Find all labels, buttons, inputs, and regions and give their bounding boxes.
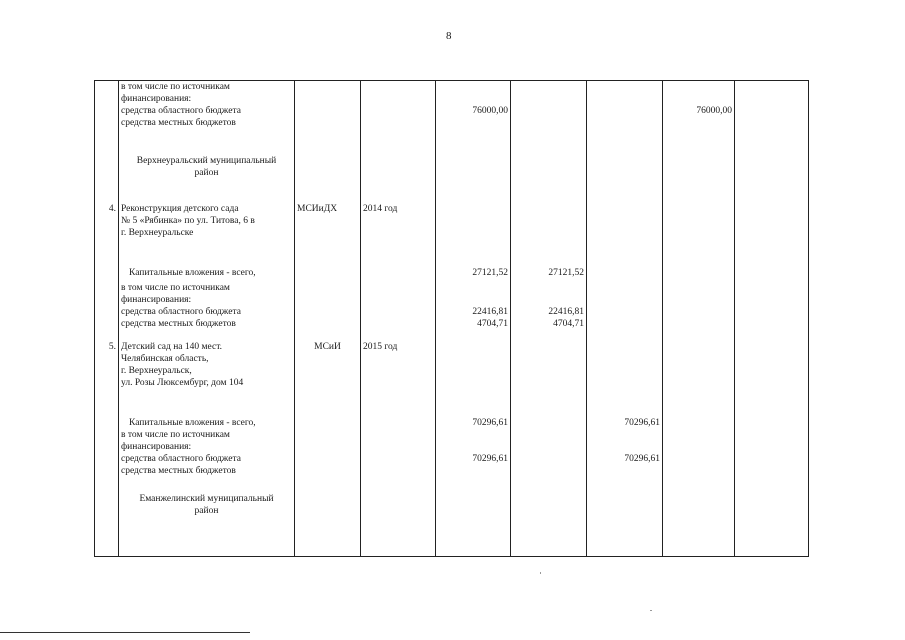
row-number: 4.	[108, 203, 116, 214]
footer-rule	[0, 632, 250, 633]
row-number-cell	[95, 81, 119, 147]
object-name-line: Реконструкция детского сада	[121, 203, 239, 214]
organization-cell	[295, 199, 361, 257]
object-name-cell	[119, 407, 295, 483]
year-2015-all-value: 70296,61	[624, 417, 660, 428]
object-name-line: средства областного бюджета	[121, 306, 241, 317]
year-2014-cell	[511, 81, 587, 147]
district-heading-line: Верхнеуральский муниципальный	[136, 155, 277, 166]
organization-value: МСиИ	[314, 341, 341, 352]
organization-cell	[295, 335, 361, 407]
total-cell	[436, 257, 511, 335]
object-name-line: Капитальные вложения - всего,	[129, 417, 256, 428]
table-row	[95, 199, 809, 257]
table-row	[95, 483, 809, 557]
row-number-cell	[95, 257, 119, 335]
year-2014-regional-value: 22416,81	[548, 306, 584, 317]
object-name-line: Детский сад на 140 мест.	[121, 341, 223, 352]
object-name-line: в том числе по источникам	[121, 429, 230, 440]
object-name-line: средства областного бюджета	[121, 453, 241, 464]
object-name-cell	[119, 257, 295, 335]
object-name-line: средства местных бюджетов	[121, 465, 236, 476]
table-row	[95, 257, 809, 335]
object-name-line: в том числе по источникам	[121, 282, 230, 293]
budget-table-sheet	[94, 80, 808, 556]
district-heading-cell	[119, 483, 295, 557]
object-name-cell	[119, 81, 295, 147]
budget-table	[94, 80, 809, 557]
year-2014-all-value: 27121,52	[548, 267, 584, 278]
year-2014-local-value: 4704,71	[553, 318, 584, 329]
year-value: 2014 год	[363, 203, 398, 214]
organization-value: МСИиДХ	[297, 203, 338, 214]
row-number-cell	[95, 483, 119, 557]
total-local-value: 4704,71	[477, 318, 508, 329]
object-name-cell	[119, 199, 295, 257]
organization-cell	[295, 81, 361, 147]
object-name-line: № 5 «Рябинка» по ул. Титова, 6 в	[121, 215, 255, 226]
page-number: 8	[446, 30, 452, 42]
extra-cell	[735, 81, 809, 147]
object-name-line: Капитальные вложения - всего,	[129, 267, 256, 278]
object-name-line: финансирования:	[121, 294, 192, 305]
object-name-line: Челябинская область,	[121, 353, 209, 364]
total-all-value: 27121,52	[472, 267, 508, 278]
total-cell	[436, 407, 511, 483]
object-name-line: средства местных бюджетов	[121, 318, 236, 329]
total-regional-value: 22416,81	[472, 306, 508, 317]
year-cell	[361, 199, 436, 257]
object-name-cell	[119, 335, 295, 407]
year-2015-regional-value: 70296,61	[624, 453, 660, 464]
table-row	[95, 147, 809, 199]
object-name-line: средства местных бюджетов	[121, 118, 236, 128]
total-regional-value: 76000,00	[472, 106, 508, 116]
object-name-line: г. Верхнеуральск,	[121, 365, 192, 376]
scan-speck	[650, 610, 652, 611]
table-row	[95, 81, 809, 147]
year-cell	[361, 335, 436, 407]
row-number-cell	[95, 199, 119, 257]
district-heading-line: Еманжелинский муниципальный	[139, 493, 274, 504]
year-cell	[361, 81, 436, 147]
object-name-line: ул. Розы Люксембург, дом 104	[121, 377, 244, 388]
table-row	[95, 407, 809, 483]
year-2016-cell	[663, 81, 735, 147]
object-name-line: средства областного бюджета	[121, 106, 241, 116]
row-number-cell	[95, 335, 119, 407]
district-heading-line: район	[194, 505, 219, 516]
scan-speck	[540, 572, 541, 574]
row-number-cell	[95, 407, 119, 483]
total-regional-value: 70296,61	[472, 453, 508, 464]
district-heading-cell	[119, 147, 295, 199]
object-name-line: г. Верхнеуральске	[121, 227, 194, 238]
table-row	[95, 335, 809, 407]
row-number-cell	[95, 147, 119, 199]
object-name-line: финансирования:	[121, 94, 192, 104]
object-name-line: финансирования:	[121, 441, 192, 452]
total-cell	[436, 81, 511, 147]
year-2016-regional-value: 76000,00	[696, 106, 732, 116]
year-2014-cell	[511, 257, 587, 335]
year-2015-cell	[587, 407, 663, 483]
total-all-value: 70296,61	[472, 417, 508, 428]
year-2015-cell	[587, 81, 663, 147]
object-name-line: в том числе по источникам	[121, 82, 230, 92]
year-value: 2015 год	[363, 341, 398, 352]
district-heading-line: район	[194, 167, 219, 178]
row-number: 5.	[108, 341, 116, 352]
